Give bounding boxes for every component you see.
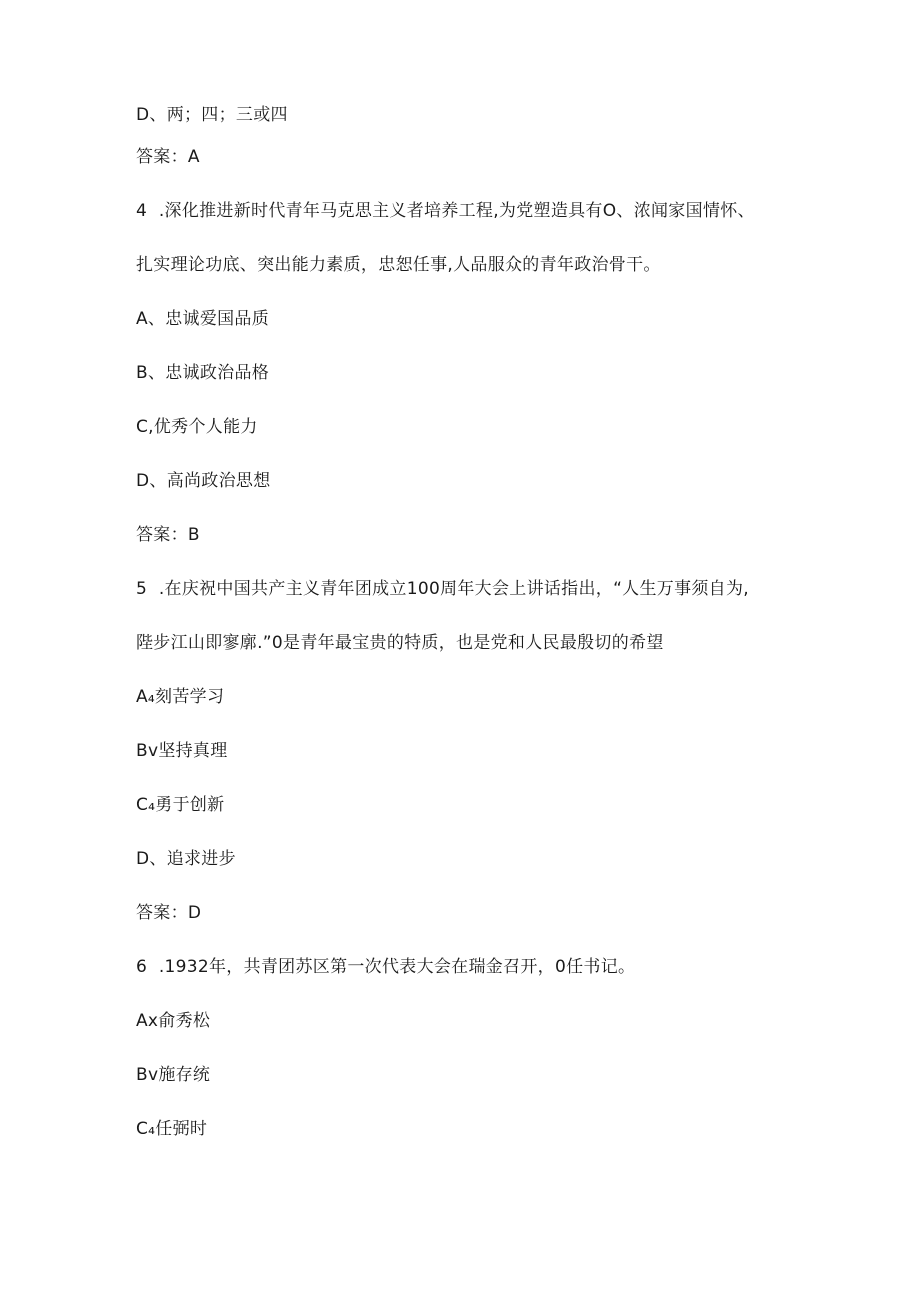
q5-answer: 答案：D xyxy=(136,903,202,923)
q6-option-b: Bv施存统 xyxy=(136,1065,211,1085)
q3-answer: 答案：A xyxy=(136,147,200,167)
q5-option-b: Bv坚持真理 xyxy=(136,741,228,761)
q4-option-c: C,优秀个人能力 xyxy=(136,417,258,437)
q4-option-b: B、忠诚政治品格 xyxy=(136,363,270,383)
q5-option-d: D、追求进步 xyxy=(136,849,236,869)
q5-question-line-2: 陛步江山即寥廓.”0是青年最宝贵的特质，也是党和人民最殷切的希望 xyxy=(136,633,664,653)
q6-option-c: C₄任弼时 xyxy=(136,1119,208,1139)
q4-question-line-1: 4 .深化推进新时代青年马克思主义者培养工程,为党塑造具有O、浓闻家国情怀、 xyxy=(136,201,755,221)
q5-option-a: A₄刻苦学习 xyxy=(136,687,225,707)
q6-question: 6 .1932年，共青团苏区第一次代表大会在瑞金召开，0任书记。 xyxy=(136,957,636,977)
q3-option-d: D、两；四；三或四 xyxy=(136,105,288,125)
q5-option-c: C₄勇于创新 xyxy=(136,795,225,815)
q4-option-a: A、忠诚爱国品质 xyxy=(136,309,270,329)
q4-answer: 答案：B xyxy=(136,525,200,545)
q5-question-line-1: 5 .在庆祝中国共产主义青年团成立100周年大会上讲话指出，“人生万事须自为, xyxy=(136,579,749,599)
q4-option-d: D、高尚政治思想 xyxy=(136,471,271,491)
q6-option-a: Ax俞秀松 xyxy=(136,1011,211,1031)
q4-question-line-2: 扎实理论功底、突出能力素质，忠恕任事,人品服众的青年政治骨干。 xyxy=(136,255,661,275)
